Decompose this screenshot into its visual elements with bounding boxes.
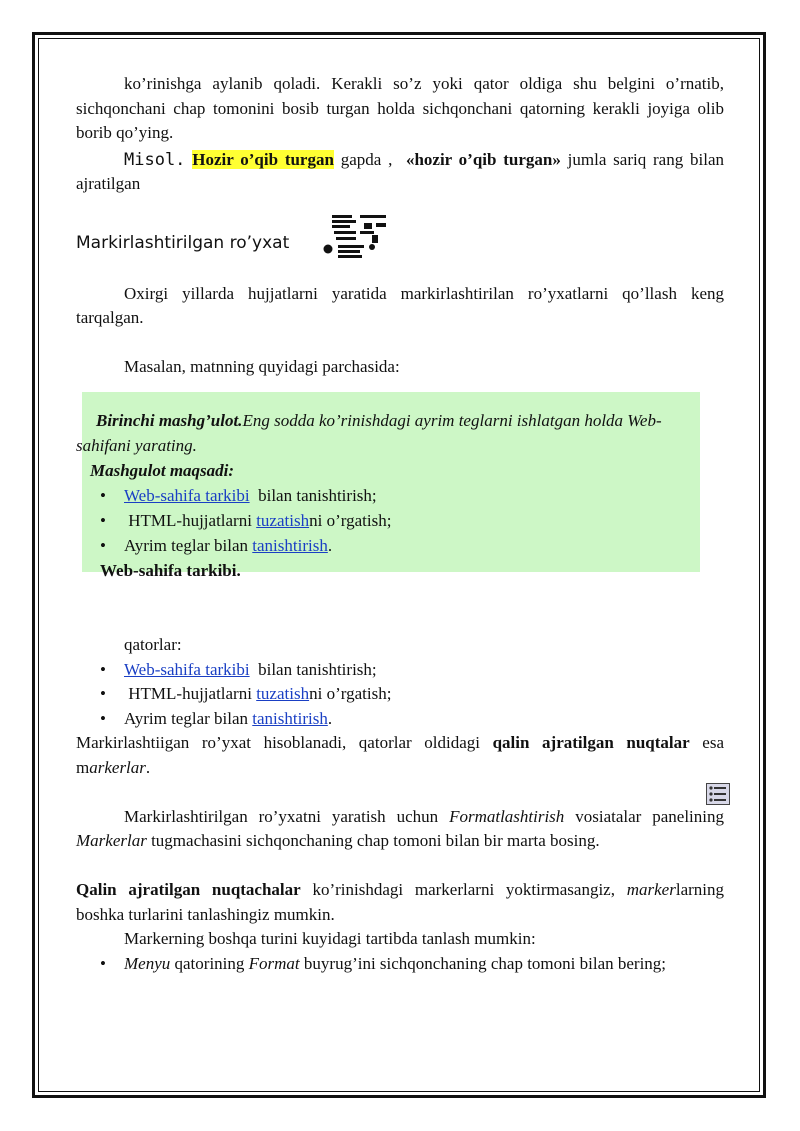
item-text-post: . [327, 708, 333, 728]
link-tanishtirish[interactable]: tanishtirish [252, 536, 328, 555]
exercise-goal-heading [76, 458, 716, 483]
paragraph-toolbar-wrap [76, 805, 724, 854]
bullet-list-icon [320, 211, 390, 271]
misol-end-text: jumla sariq rang bilan ajratilgan [76, 149, 725, 193]
list-item [76, 707, 724, 732]
link-tuzatish[interactable]: tuzatish [256, 684, 310, 703]
quoted-phrase: «hozir o’qib turgan» [405, 149, 561, 169]
item-text-post: bilan tanishtirish; [249, 486, 377, 505]
exercise-title-rest: Eng sodda ko’rinishdagi ayrim teglarni ishlatgan holda Web-sahifani yarating. [76, 411, 662, 455]
paragraph-misol [76, 148, 724, 197]
paragraph-toolbar-instructions [76, 805, 724, 854]
step-end: buyrug’ini sichqonchaning chap tomoni bilan bering; [299, 953, 667, 973]
list-item [76, 682, 724, 707]
para6-mid: ko’rinishdagi markerlarni yoktirmasangiz, [300, 880, 627, 899]
heading-row [76, 225, 724, 265]
para6-end: larning boshka turlarini tanlashingiz mumkin. [76, 880, 724, 924]
section-heading: Markirlashtirilgan ro’yxat [76, 232, 290, 253]
step-italic-menyu: Menyu [124, 953, 171, 973]
highlighted-phrase: Hozir o’qib turgan [192, 149, 334, 169]
exercise-title [76, 408, 716, 458]
para5-end: tugmachasini sichqonchaning chap tomoni bilan bir marta bosing. [146, 831, 600, 850]
paragraph-choose-marker: Markerning boshqa turini kuyidagi tartibda tanlash mumkin: [124, 929, 536, 948]
link-tuzatish[interactable]: tuzatish [256, 511, 310, 530]
list-item [76, 658, 724, 683]
link-tanishtirish[interactable]: tanishtirish [252, 708, 328, 728]
exercise-title-bold: Birinchi mashg’ulot. [96, 411, 243, 430]
goal-heading-text: Mashgulot maqsadi: [90, 461, 235, 480]
para4-mid: esa m [76, 733, 724, 777]
list-item [76, 533, 716, 558]
list-item [76, 483, 716, 508]
bullet-icon: • [100, 708, 106, 728]
para5-mid: vosiatalar panelining [564, 806, 724, 826]
bullet-icon: • [100, 536, 106, 555]
paragraph-intro: ko’rinishga aylanib qoladi. Kerakli so’z yoki qator oldiga shu belgini o’rnatib, sichqonchani chap tomonini bosib turgan holda sichqonchani qatorning kerakli joyiga olib borib qo’ying. [76, 74, 724, 142]
para4-pre: Markirlashtiigan ro’yxat hisoblanadi, qatorlar oldidagi [76, 733, 493, 752]
document-body [76, 72, 724, 380]
bullet-icon: • [100, 486, 106, 505]
para6-italic: marker [626, 880, 676, 899]
para4-italic: arkerlar [89, 757, 146, 777]
item-text-post: . [327, 536, 333, 555]
bullet-icon: • [100, 659, 106, 679]
exercise-goal-list [76, 483, 716, 558]
item-text-pre: HTML-hujjatlarni [124, 684, 257, 703]
list-item [76, 508, 716, 533]
paragraph-example-intro: Masalan, matnning quyidagi parchasida: [124, 357, 400, 376]
step-italic-format: Format [248, 953, 300, 973]
exercise-footer-text: Web-sahifa tarkibi. [100, 561, 241, 580]
bullet-icon: • [100, 684, 106, 703]
exercise-footer [76, 558, 716, 583]
step-mid: qatorining [170, 953, 249, 973]
paragraph-markers-explained [76, 731, 724, 780]
markers-toolbar-button-icon[interactable] [706, 783, 730, 813]
item-text-pre: Ayrim teglar bilan [124, 536, 253, 555]
para4-end: . [145, 757, 151, 777]
item-text-pre: Ayrim teglar bilan [124, 708, 253, 728]
paragraph-other-markers [76, 878, 724, 927]
qatorlar-label: qatorlar: [124, 635, 182, 654]
paragraph-usage: Oxirgi yillarda hujjatlarni yaratida markirlashtirilan ro’yxatlarni qo’llash keng tarqalgan. [76, 283, 724, 327]
item-text-post: bilan tanishtirish; [249, 659, 377, 679]
item-text-post: ni o’rgatish; [309, 511, 392, 530]
misol-mid-text: gapda , [333, 149, 406, 169]
para6-bold: Qalin ajratilgan nuqtachalar [76, 880, 301, 899]
item-text-pre: HTML-hujjatlarni [124, 511, 257, 530]
para4-bold: qalin ajratilgan nuqtalar [492, 733, 690, 752]
bullet-icon: • [100, 511, 106, 530]
para5-italic-markerlar: Markerlar [76, 831, 147, 850]
link-web-sahifa-tarkibi[interactable]: Web-sahifa tarkibi [124, 486, 250, 505]
misol-label: Misol. [124, 149, 186, 170]
para5-pre: Markirlashtirilgan ro’yxatni yaratish uchun [124, 806, 450, 826]
para5-italic-formatlashtirish: Formatlashtirish [449, 806, 565, 826]
document-body-lower [76, 633, 724, 976]
example-box-content [76, 408, 716, 583]
link-web-sahifa-tarkibi[interactable]: Web-sahifa tarkibi [124, 659, 250, 679]
list-item [76, 952, 724, 977]
item-text-post: ni o’rgatish; [309, 684, 392, 703]
steps-list [76, 952, 724, 977]
bullet-icon: • [100, 953, 106, 973]
example-list [76, 658, 724, 732]
